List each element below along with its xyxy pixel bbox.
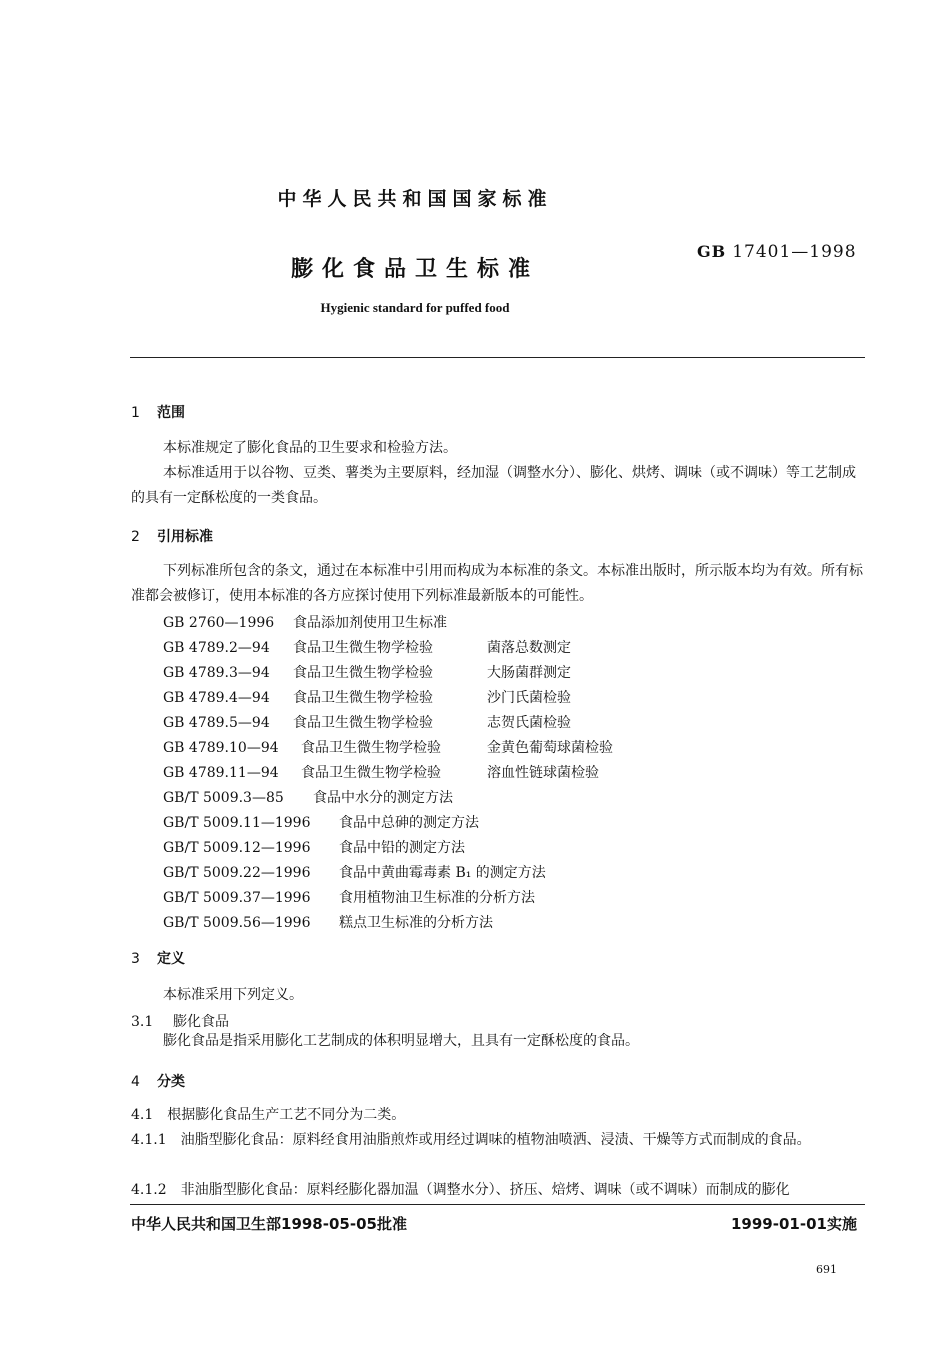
section-4-heading: 4 分类: [131, 1074, 185, 1090]
clause-4-1: 4.1 根据膨化食品生产工艺不同分为二类。: [131, 1107, 406, 1123]
standard-title-cn: 膨化食品卫生标准: [290, 257, 539, 282]
clause-4-1-1: 4.1.1 油脂型膨化食品：原料经食用油脂煎炸或用经过调味的植物油喷洒、浸渍、干燥等方式而制成的食品。: [131, 1132, 811, 1148]
reference-item: GB/T 5009.22—1996 食品中黄曲霉毒素 B₁ 的测定方法: [163, 865, 546, 881]
reference-item: GB 4789.2—94 食品卫生微生物学检验 菌落总数测定: [163, 640, 571, 656]
reference-item: GB/T 5009.11—1996 食品中总砷的测定方法: [163, 815, 479, 831]
header-divider: [130, 357, 865, 358]
implementation-date: 1999-01-01实施: [731, 1215, 857, 1233]
reference-item: GB 4789.10—94 食品卫生微生物学检验 金黄色葡萄球菌检验: [163, 740, 613, 756]
national-standard-heading: 中华人民共和国国家标准: [277, 188, 553, 210]
reference-item: GB/T 5009.56—1996 糕点卫生标准的分析方法: [163, 915, 493, 931]
clause-3-1-heading: 3.1 膨化食品: [131, 1014, 229, 1030]
standard-code-number: 17401—1998: [732, 242, 857, 262]
standard-code-prefix: GB: [697, 242, 727, 261]
section-3-heading: 3 定义: [131, 951, 185, 967]
reference-item: GB/T 5009.3—85 食品中水分的测定方法: [163, 790, 453, 806]
section-2-para-1: 下列标准所包含的条文，通过在本标准中引用而构成为本标准的条文。本标准出版时，所示版本均为有效。所有标准都会被修订，使用本标准的各方应探讨使用下列标准最新版本的可能性。: [131, 563, 863, 604]
section-1-para-2: 本标准适用于以谷物、豆类、薯类为主要原料，经加湿（调整水分）、膨化、烘烤、调味（或不调味）等工艺制成的具有一定酥松度的一类食品。: [131, 465, 856, 506]
reference-item: GB 4789.5—94 食品卫生微生物学检验 志贺氏菌检验: [163, 715, 571, 731]
section-1-para-1: 本标准规定了膨化食品的卫生要求和检验方法。: [163, 440, 457, 456]
reference-item: GB/T 5009.37—1996 食用植物油卫生标准的分析方法: [163, 890, 535, 906]
issuing-authority-date: 中华人民共和国卫生部1998-05-05批准: [131, 1215, 407, 1233]
section-2-heading: 2 引用标准: [131, 529, 213, 545]
footer-divider: [130, 1204, 865, 1205]
clause-3-1-text: 膨化食品是指采用膨化工艺制成的体积明显增大，且具有一定酥松度的食品。: [163, 1033, 639, 1049]
reference-item: GB 4789.11—94 食品卫生微生物学检验 溶血性链球菌检验: [163, 765, 599, 781]
section-1-heading: 1 范围: [131, 405, 185, 421]
reference-item: GB/T 5009.12—1996 食品中铅的测定方法: [163, 840, 465, 856]
reference-item: GB 2760—1996 食品添加剂使用卫生标准: [163, 615, 447, 631]
standard-code: [697, 242, 857, 262]
reference-item: GB 4789.4—94 食品卫生微生物学检验 沙门氏菌检验: [163, 690, 571, 706]
reference-item: GB 4789.3—94 食品卫生微生物学检验 大肠菌群测定: [163, 665, 571, 681]
section-3-para-1: 本标准采用下列定义。: [163, 987, 303, 1003]
standard-title-en: Hygienic standard for puffed food: [320, 300, 510, 315]
clause-4-1-2: 4.1.2 非油脂型膨化食品：原料经膨化器加温（调整水分）、挤压、焙烤、调味（或不调味）而制成的膨化: [131, 1182, 790, 1198]
page-number: 691: [816, 1263, 837, 1276]
